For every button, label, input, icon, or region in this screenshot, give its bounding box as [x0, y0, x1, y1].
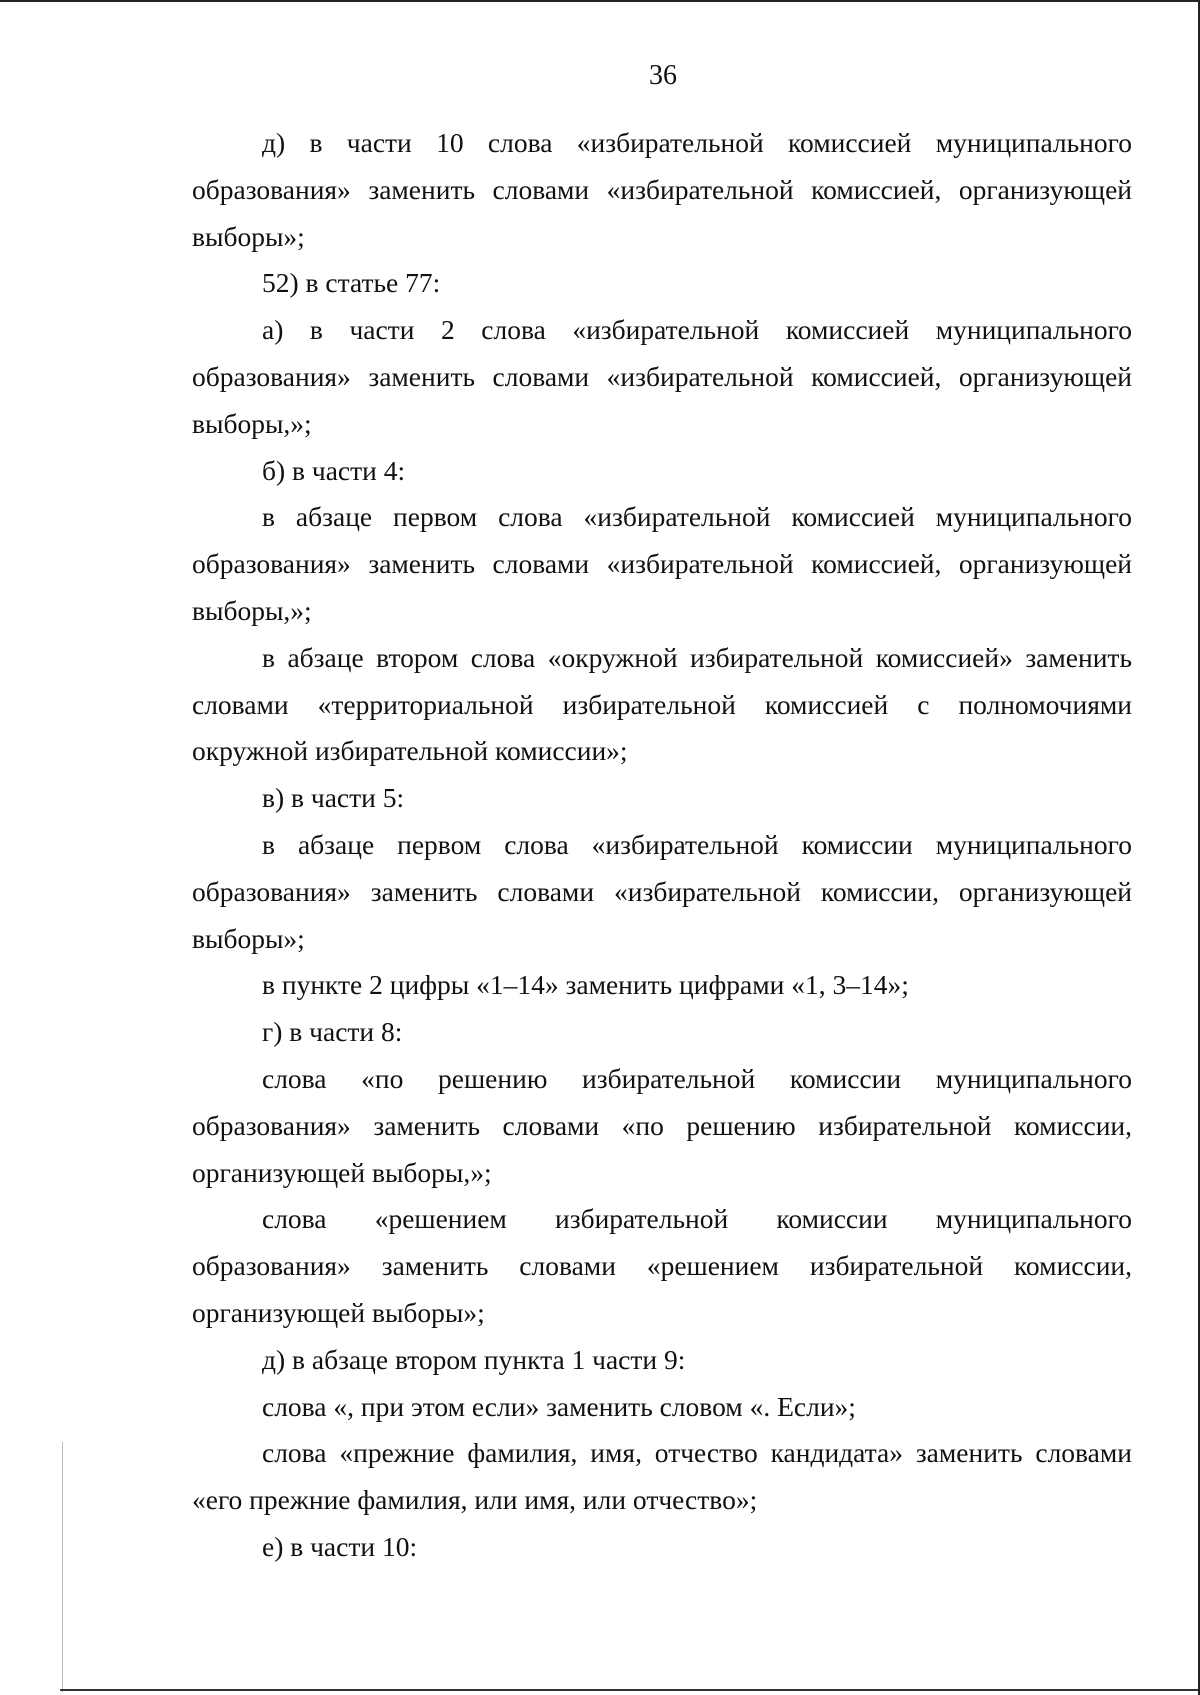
paragraph-po-resheniyu: слова «по решению избирательной комиссии муниципального образования» заменить словами «по решению избирательной комиссии, организующей выборы,»; [192, 1062, 1132, 1188]
paragraph-v-part-5: в) в части 5: [262, 782, 405, 814]
paragraph-a-part-2: а) в части 2 слова «избирательной комиссией муниципального образования» заменить словами «избирательной комиссией, организующей выборы,»; [192, 314, 1132, 439]
paragraph-punkt-2-digits: в пункте 2 цифры «1–14» заменить цифрами «1, 3–14»; [262, 969, 909, 1001]
paragraph-resheniem: слова «решением избирательной комиссии муниципального образования» заменить словами «решением избирательной комиссии, организующей выборы»; [192, 1203, 1132, 1328]
paragraph-b-part-4: б) в части 4: [262, 454, 406, 486]
page-number: 36 [649, 60, 677, 91]
paragraph-g-part-8: г) в части 8: [262, 1016, 403, 1048]
paragraph-e-part-10: е) в части 10: [262, 1530, 418, 1562]
paragraph-item-52: 52) в статье 77: [262, 267, 441, 299]
paragraph-pri-etom-esli: слова «, при этом если» заменить словом «. Если»; [262, 1390, 856, 1422]
paragraph-d-part-10: д) в части 10 слова «избирательной комиссией муниципального образования» заменить словами «избирательной комиссией, организующей выборы»; [192, 127, 1132, 252]
paragraph-abzac-first-part-4: в абзаце первом слова «избирательной комиссией муниципального образования» заменить словами «избирательной комиссией, организующей выборы,»; [192, 501, 1132, 626]
paragraph-abzac-first-part-5: в абзаце первом слова «избирательной комиссии муниципального образования» заменить словами «избирательной комиссии, организующей выборы»; [192, 828, 1132, 954]
scan-edge-line-left [62, 1442, 63, 1692]
document-body [192, 120, 1132, 1571]
paragraph-d-part-9: д) в абзаце втором пункта 1 части 9: [262, 1343, 686, 1375]
paragraph-prezhnie-familiya: слова «прежние фамилия, имя, отчество кандидата» заменить словами «его прежние фамилия, или имя, или отчество»; [192, 1437, 1132, 1516]
scan-edge-line-bottom [60, 1689, 1198, 1691]
paragraph-abzac-second-part-4: в абзаце втором слова «окружной избирательной комиссией» заменить словами «территориальной избирательной комиссией с полномочиями окружной избирательной комиссии»; [192, 641, 1132, 767]
